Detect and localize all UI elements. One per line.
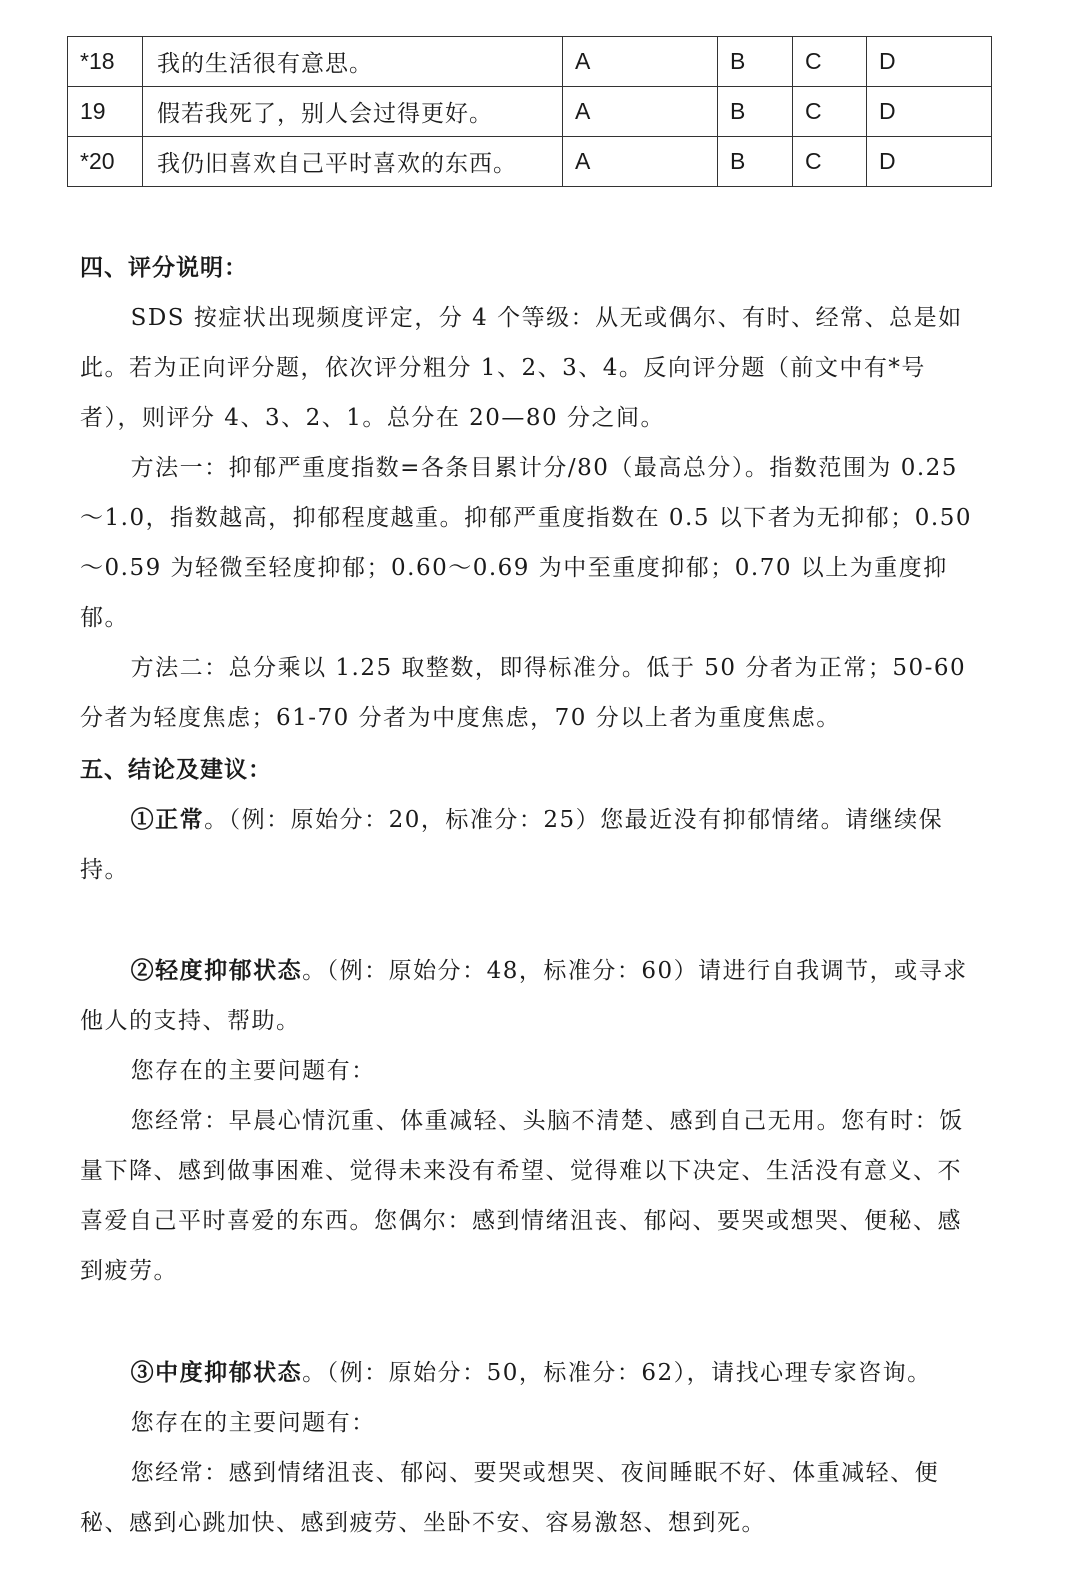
conclusion-section	[80, 745, 980, 895]
option-a: A	[563, 137, 718, 187]
mild-section	[80, 946, 980, 1296]
result-mild-text: 。（例：原始分：48，标准分：60）请进行自我调节，或寻求他人的支持、帮助。	[80, 958, 968, 1034]
item-number: *20	[68, 137, 143, 187]
scoring-paragraph: SDS 按症状出现频度评定，分 4 个等级：从无或偶尔、有时、经常、总是如此。若为正向评分题，依次评分粗分 1、2、3、4。反向评分题（前文中有*号者），则评分 4、3、2、1。总分在 20—80 分之间。	[80, 305, 963, 431]
table-row	[68, 87, 992, 137]
option-d: D	[867, 87, 992, 137]
scoring-heading: 四、评分说明：	[80, 254, 248, 281]
result-moderate	[80, 1348, 980, 1398]
result-moderate-text: 。（例：原始分：50，标准分：62），请找心理专家咨询。	[302, 1360, 932, 1386]
option-a: A	[563, 87, 718, 137]
option-b: B	[718, 137, 793, 187]
table-row	[68, 137, 992, 187]
scoring-method-one: 方法一：抑郁严重度指数=各条目累计分/80（最高总分）。指数范围为 0.25～1.0，指数越高，抑郁程度越重。抑郁严重度指数在 0.5 以下者为无抑郁；0.50～0.59 为轻微至轻度抑郁；0.60～0.69 为中至重度抑郁；0.70 以上为重度抑郁。	[80, 455, 972, 631]
item-number: 19	[68, 87, 143, 137]
result-mild	[80, 946, 980, 1046]
result-normal-label: ①正常	[130, 806, 205, 833]
option-c: C	[793, 137, 867, 187]
moderate-section	[80, 1348, 980, 1548]
conclusion-heading: 五、结论及建议：	[80, 756, 272, 783]
option-d: D	[867, 137, 992, 187]
moderate-problems-title: 您存在的主要问题有：	[130, 1410, 376, 1436]
item-question: 假若我死了，别人会过得更好。	[143, 87, 563, 137]
scoring-section	[80, 243, 980, 743]
option-c: C	[793, 87, 867, 137]
result-mild-label: ②轻度抑郁状态	[130, 957, 303, 984]
scoring-method-two: 方法二：总分乘以 1.25 取整数，即得标准分。低于 50 分者为正常；50-60 分者为轻度焦虑；61-70 分者为中度焦虑，70 分以上者为重度焦虑。	[80, 655, 967, 731]
option-c: C	[793, 37, 867, 87]
mild-problems-title: 您存在的主要问题有：	[130, 1058, 376, 1084]
result-moderate-label: ③中度抑郁状态	[130, 1359, 303, 1386]
item-question: 我仍旧喜欢自己平时喜欢的东西。	[143, 137, 563, 187]
option-d: D	[867, 37, 992, 87]
questionnaire-table	[67, 36, 992, 187]
option-b: B	[718, 37, 793, 87]
item-number: *18	[68, 37, 143, 87]
result-normal-text: 。（例：原始分：20，标准分：25）您最近没有抑郁情绪。请继续保持。	[80, 807, 944, 883]
mild-problems: 您经常：早晨心情沉重、体重减轻、头脑不清楚、感到自己无用。您有时：饭量下降、感到做事困难、觉得未来没有希望、觉得难以下决定、生活没有意义、不喜爱自己平时喜爱的东西。您偶尔：感到情绪沮丧、郁闷、要哭或想哭、便秘、感到疲劳。	[80, 1108, 964, 1284]
result-normal	[80, 795, 980, 895]
moderate-problems: 您经常：感到情绪沮丧、郁闷、要哭或想哭、夜间睡眠不好、体重减轻、便秘、感到心跳加快、感到疲劳、坐卧不安、容易激怒、想到死。	[80, 1460, 940, 1536]
option-a: A	[563, 37, 718, 87]
table-row	[68, 37, 992, 87]
option-b: B	[718, 87, 793, 137]
item-question: 我的生活很有意思。	[143, 37, 563, 87]
